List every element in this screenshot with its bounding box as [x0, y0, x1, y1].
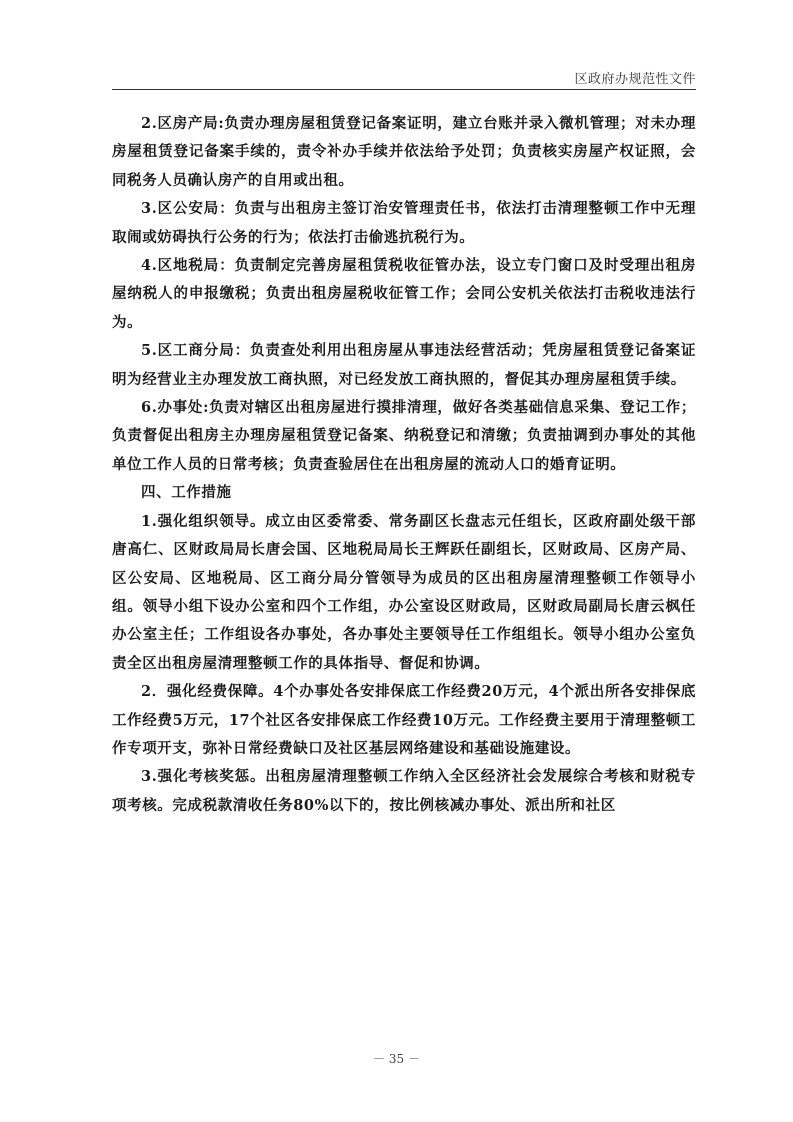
paragraph-local-tax-bureau: 4.区地税局：负责制定完善房屋租赁税收征管办法，设立专门窗口及时受理出租房屋纳税人的申报缴税；负责出租房屋税收征管工作；会同公安机关依法打击税收违法行为。 — [112, 257, 696, 331]
paragraph-assessment-rewards: 3.强化考核奖惩。出租房屋清理整顿工作纳入全区经济社会发展综合考核和财税专项考核。完成税款清收任务80%以下的，按比例核减办事处、派出所和社区 — [112, 768, 696, 814]
running-header: 区政府办规范性文件 — [574, 72, 696, 87]
paragraph-industry-commerce-bureau: 5.区工商分局：负责查处利用出租房屋从事违法经营活动；凭房屋租赁登记备案证明为经营业主办理发放工商执照，对已经发放工商执照的，督促其办理房屋租赁手续。 — [112, 342, 696, 388]
page-number: － 35 － — [373, 1052, 420, 1066]
paragraph-public-security-bureau: 3.区公安局：负责与出租房主签订治安管理责任书，依法打击清理整顿工作中无理取闹或妨碍执行公务的行为；依法打击偷逃抗税行为。 — [112, 200, 696, 246]
paragraph-organization-leadership: 1.强化组织领导。成立由区委常委、常务副区长盘志元任组长，区政府副处级干部唐高仁、区财政局局长唐会国、区地税局局长王辉跃任副组长，区财政局、区房产局、区公安局、区地税局、区工商分局分管领导为成员的区出租房屋清理整顿工作领导小组。领导小组下设办公室和四个工作组，办公室设区财政局，区财政局副局长唐云枫任办公室主任；工作组设各办事处，各办事处主要领导任工作组组长。领导小组办公室负责全区出租房屋清理整顿工作的具体指导、督促和协调。 — [112, 512, 696, 672]
paragraph-funding-guarantee: 2．强化经费保障。4个办事处各安排保底工作经费20万元，4个派出所各安排保底工作经费5万元，17个社区各安排保底工作经费10万元。工作经费主要用于清理整顿工作专项开支，弥补日常经费缺口及社区基层网络建设和基础设施建设。 — [112, 683, 696, 757]
section-heading-work-measures: 四、工作措施 — [141, 484, 232, 502]
document-body — [112, 110, 696, 820]
header-rule — [112, 89, 696, 90]
paragraph-sub-district-office: 6.办事处:负责对辖区出租房屋进行摸排清理，做好各类基础信息采集、登记工作；负责督促出租房主办理房屋租赁登记备案、纳税登记和清缴；负责抽调到办事处的其他单位工作人员的日常考核；负责查验居住在出租房屋的流动人口的婚育证明。 — [112, 399, 696, 473]
paragraph-housing-bureau: 2.区房产局:负责办理房屋租赁登记备案证明，建立台账并录入微机管理；对未办理房屋租赁登记备案手续的，责令补办手续并依法给予处罚；负责核实房屋产权证照，会同税务人员确认房产的自用或出租。 — [112, 115, 696, 189]
